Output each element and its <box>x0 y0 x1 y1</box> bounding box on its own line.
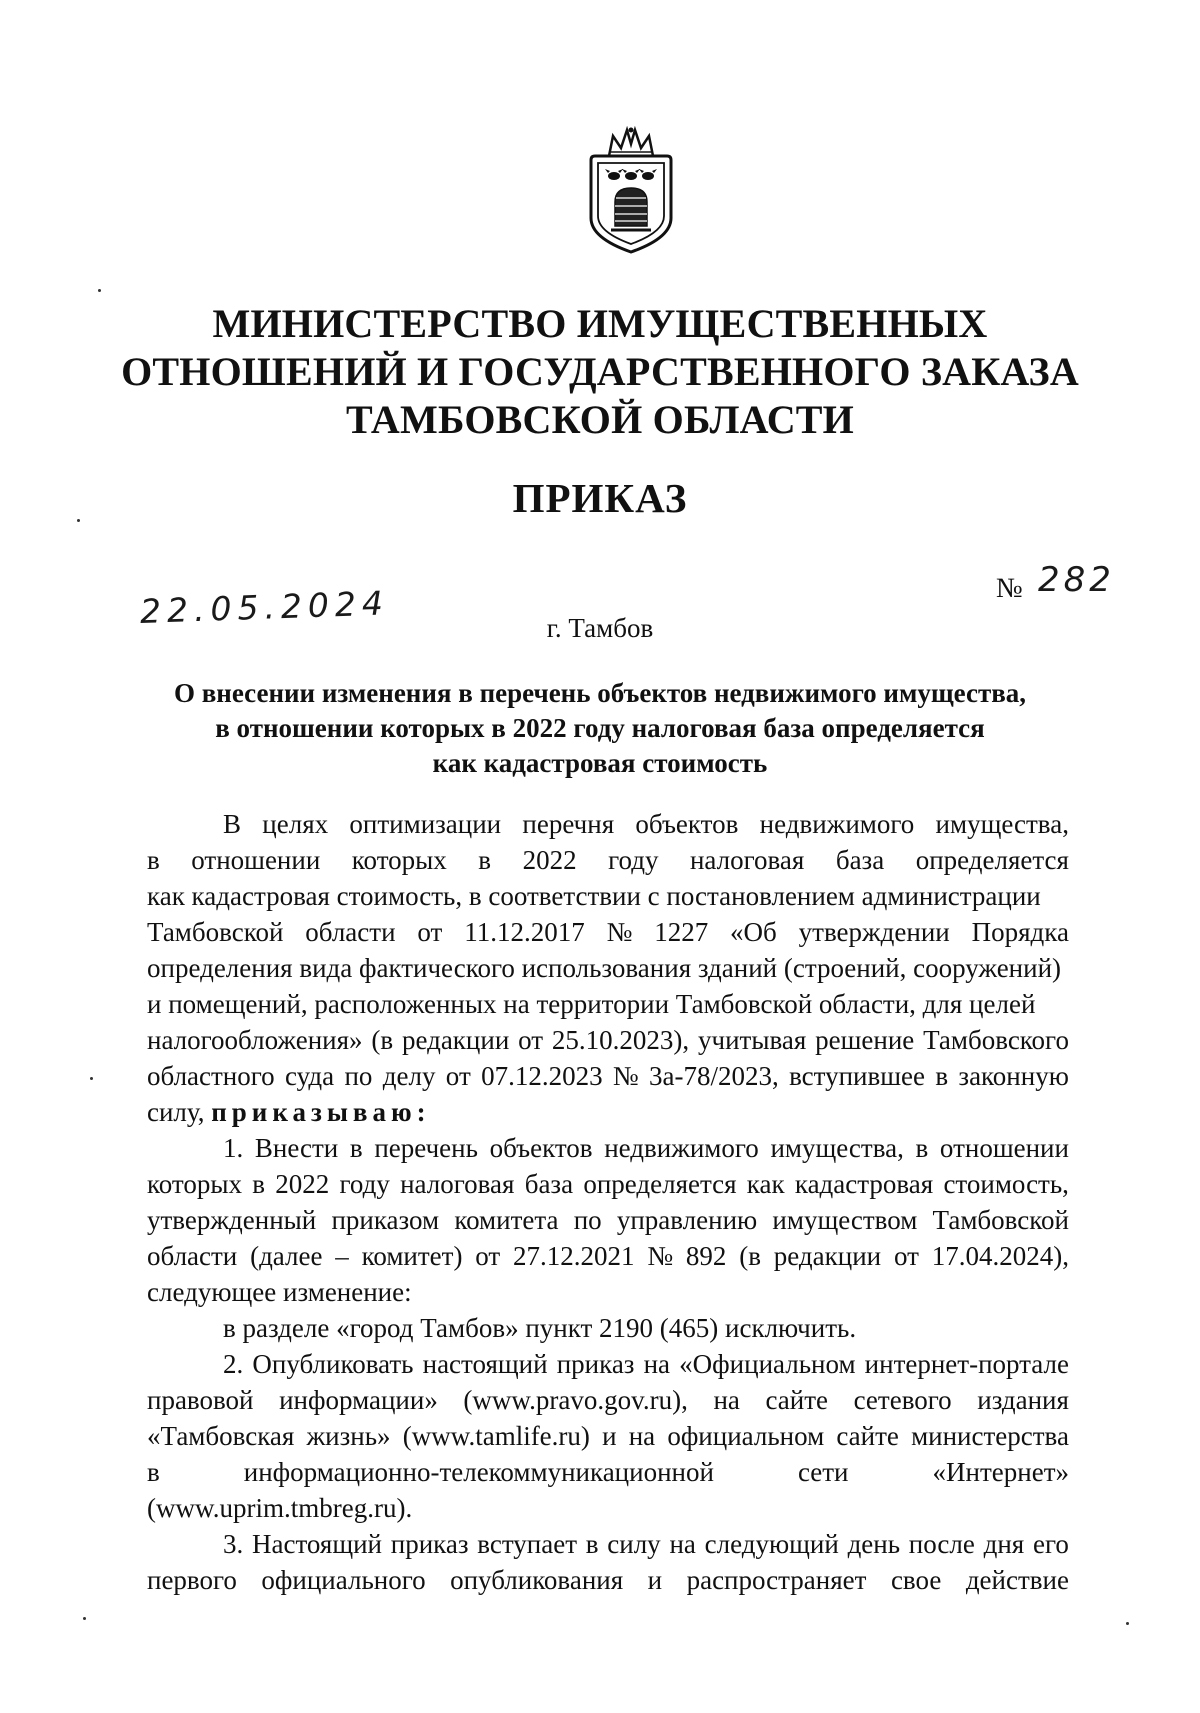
body-word: и <box>647 1565 663 1595</box>
body-word: 3а-78/2023, <box>649 1061 779 1091</box>
body-word: решение <box>815 1025 915 1055</box>
body-word: «Интернет» <box>932 1457 1069 1487</box>
body-word: приказ <box>556 1349 635 1379</box>
body-word: сети <box>797 1457 849 1487</box>
body-word: Тамбовской <box>932 1205 1069 1235</box>
body-word: в <box>585 1529 599 1559</box>
body-line <box>147 1562 1069 1598</box>
body-word: области <box>147 1241 238 1271</box>
body-word: (далее <box>250 1241 323 1271</box>
body-word: – <box>335 1241 349 1271</box>
body-word: в <box>147 845 160 875</box>
order-line-prefix: силу, <box>147 1097 212 1127</box>
body-word: редакции <box>401 1025 510 1055</box>
body-word: вступает <box>477 1529 578 1559</box>
body-word: областного <box>147 1061 275 1091</box>
body-word: утверждении <box>798 917 950 947</box>
body-word: (в <box>371 1025 394 1055</box>
body-word: вступившее <box>789 1061 925 1091</box>
body-line <box>147 1346 1069 1382</box>
body-word: в <box>915 1133 929 1163</box>
body-word: на <box>628 1421 656 1451</box>
body-word: имущества, <box>770 1133 904 1163</box>
body-word: официальном <box>667 1421 825 1451</box>
body-word: в <box>478 845 492 875</box>
body-line: следующее изменение: <box>147 1277 412 1307</box>
body-word: 1. <box>223 1133 244 1163</box>
body-word: дня <box>983 1529 1025 1559</box>
body-word: на <box>713 1385 740 1415</box>
body-word: отношении <box>191 845 321 875</box>
body-word: от <box>417 917 443 947</box>
scan-speck <box>77 519 80 522</box>
body-word: 1227 <box>654 917 709 947</box>
body-word: которых <box>351 845 447 875</box>
body-word: «Тамбовская <box>147 1421 295 1451</box>
body-word: приказ <box>390 1529 469 1559</box>
body-word: налоговая <box>400 1169 515 1199</box>
body-word: № <box>606 917 633 947</box>
body-word: от <box>475 1241 501 1271</box>
body-word: (www.pravo.gov.ru), <box>463 1385 688 1415</box>
body-word: году <box>608 845 659 875</box>
body-word: в <box>147 1457 160 1487</box>
body-line <box>147 806 1069 842</box>
order-body <box>147 806 1069 1598</box>
body-line <box>147 914 1069 950</box>
body-line <box>147 1130 1069 1166</box>
ministry-name <box>100 300 1100 444</box>
body-word: настоящий <box>422 1349 548 1379</box>
body-word: кадастровая <box>794 1169 934 1199</box>
body-word: году <box>339 1169 390 1199</box>
body-word: первого <box>147 1565 237 1595</box>
subject-line-1: О внесении изменения в перечень объектов недвижимого имущества, <box>173 678 1027 708</box>
body-word: Настоящий <box>252 1529 383 1559</box>
body-word: день <box>847 1529 901 1559</box>
ministry-line-1: МИНИСТЕРСТВО ИМУЩЕСТВЕННЫХ <box>212 301 988 346</box>
body-line <box>147 1418 1069 1454</box>
body-word: от <box>518 1025 544 1055</box>
body-word: объектов <box>489 1133 593 1163</box>
body-word: редакции <box>773 1241 882 1271</box>
body-word: (www.tamlife.ru) <box>402 1421 590 1451</box>
body-word: стоимость, <box>943 1169 1069 1199</box>
body-line <box>147 1166 1069 1202</box>
body-line <box>147 1022 1069 1058</box>
body-word: № <box>612 1061 639 1091</box>
scan-speck <box>83 1617 86 1620</box>
city-name: г. Тамбов <box>546 613 654 643</box>
scan-speck <box>1126 1622 1129 1625</box>
body-line: и помещений, расположенных на территории Тамбовской области, для целей <box>147 989 1036 1019</box>
body-word: информационно-телекоммуникационной <box>243 1457 714 1487</box>
body-line <box>147 842 1069 878</box>
body-line: как кадастровая стоимость, в соответствии с постановлением администрации <box>147 881 1041 911</box>
body-word: как <box>746 1169 785 1199</box>
body-word: области <box>305 917 396 947</box>
body-line <box>147 1202 1069 1238</box>
body-line <box>147 1526 1069 1562</box>
body-word: издания <box>977 1385 1069 1415</box>
body-word: суда <box>285 1061 335 1091</box>
body-word: объектов <box>635 809 739 839</box>
body-word: приказом <box>331 1205 440 1235</box>
body-word: недвижимого <box>759 809 915 839</box>
body-word: 2. <box>223 1349 244 1379</box>
body-word: комитет) <box>361 1241 463 1271</box>
body-word: делу <box>382 1061 436 1091</box>
handwritten-date: 22.05.2024 <box>139 583 390 631</box>
body-word: распространяет <box>686 1565 867 1595</box>
body-line: определения вида фактического использования зданий (строений, сооружений) <box>147 953 1062 983</box>
body-word: № <box>647 1241 674 1271</box>
body-word: 2022 <box>275 1169 330 1199</box>
body-word: 27.12.2021 <box>513 1241 635 1271</box>
body-word: Внести <box>254 1133 339 1163</box>
body-word: министерства <box>911 1421 1069 1451</box>
body-word: от <box>893 1241 919 1271</box>
body-line: (www.uprim.tmbreg.ru). <box>147 1493 413 1523</box>
body-word: Опубликовать <box>252 1349 414 1379</box>
body-word: интернет-портале <box>864 1349 1069 1379</box>
body-word: официального <box>261 1565 426 1595</box>
body-word: (в <box>739 1241 761 1271</box>
document-type-title: ПРИКАЗ <box>512 475 688 521</box>
tambov-region-coat-of-arms-icon <box>581 126 681 256</box>
number-label: № <box>996 573 1023 604</box>
body-word: отношении <box>939 1133 1069 1163</box>
body-word: налоговая <box>689 845 805 875</box>
body-word: и <box>602 1421 617 1451</box>
body-line <box>147 1382 1069 1418</box>
body-word: налогообложения» <box>147 1025 363 1055</box>
body-line <box>147 1238 1069 1274</box>
body-word: утвержденный <box>147 1205 317 1235</box>
body-word: на <box>643 1349 671 1379</box>
body-word: 07.12.2023 <box>481 1061 603 1091</box>
ministry-line-2: ОТНОШЕНИЙ И ГОСУДАРСТВЕННОГО ЗАКАЗА <box>121 349 1079 394</box>
body-word: в <box>252 1169 265 1199</box>
body-word: на <box>669 1529 696 1559</box>
body-word: информации» <box>279 1385 438 1415</box>
body-word: опубликования <box>450 1565 624 1595</box>
scan-speck <box>90 1077 93 1080</box>
body-word: 3. <box>223 1529 244 1559</box>
body-word: определяется <box>583 1169 737 1199</box>
body-word: силу <box>607 1529 661 1559</box>
body-word: перечень <box>374 1133 478 1163</box>
body-word: по <box>344 1061 373 1091</box>
scan-speck <box>98 289 101 292</box>
body-word: «Об <box>730 917 777 947</box>
body-word: 25.10.2023), <box>551 1025 690 1055</box>
body-line <box>147 1058 1069 1094</box>
body-word: оптимизации <box>349 809 502 839</box>
body-word: 11.12.2017 <box>464 917 585 947</box>
body-line <box>147 1094 1069 1130</box>
body-line <box>147 1454 1069 1490</box>
body-word: имущества, <box>935 809 1069 839</box>
body-word: сайте <box>765 1385 829 1415</box>
body-word: 17.04.2024), <box>931 1241 1069 1271</box>
body-word: база <box>524 1169 574 1199</box>
body-word: законную <box>958 1061 1069 1091</box>
subject-line-3: как кадастровая стоимость <box>432 748 768 778</box>
body-word: комитета <box>454 1205 559 1235</box>
body-word: в <box>935 1061 949 1091</box>
body-word: определяется <box>915 845 1069 875</box>
order-subject <box>100 676 1100 781</box>
body-word: 2022 <box>522 845 577 875</box>
body-word: которых <box>147 1169 242 1199</box>
body-word: Порядка <box>971 917 1069 947</box>
body-word: управлению <box>616 1205 758 1235</box>
body-word: его <box>1032 1529 1069 1559</box>
body-word: база <box>835 845 885 875</box>
body-line: в разделе «город Тамбов» пункт 2190 (465) исключить. <box>223 1313 857 1343</box>
subject-line-2: в отношении которых в 2022 году налоговая база определяется <box>215 713 985 743</box>
body-word: 892 <box>685 1241 727 1271</box>
body-word: Тамбовской <box>147 917 284 947</box>
body-word: недвижимого <box>604 1133 759 1163</box>
body-word: «Официальном <box>679 1349 856 1379</box>
body-word: сайте <box>836 1421 899 1451</box>
body-word: перечня <box>522 809 615 839</box>
body-word: правовой <box>147 1385 254 1415</box>
order-line-suffix: : <box>416 1097 426 1127</box>
body-word: сетевого <box>853 1385 952 1415</box>
body-word: жизнь» <box>306 1421 391 1451</box>
body-word: Тамбовского <box>923 1025 1069 1055</box>
body-word: имуществом <box>772 1205 918 1235</box>
order-keyword: приказываю <box>211 1097 417 1127</box>
body-word: учитывая <box>698 1025 807 1055</box>
body-word: после <box>908 1529 975 1559</box>
body-word: свое <box>890 1565 942 1595</box>
body-word: следующий <box>704 1529 839 1559</box>
body-word: в <box>349 1133 363 1163</box>
body-word: В <box>223 809 242 839</box>
body-word: по <box>573 1205 602 1235</box>
body-word: действие <box>965 1565 1069 1595</box>
body-word: целях <box>262 809 329 839</box>
ministry-line-3: ТАМБОВСКОЙ ОБЛАСТИ <box>346 397 854 442</box>
handwritten-number: 282 <box>1038 560 1115 600</box>
body-word: от <box>445 1061 471 1091</box>
